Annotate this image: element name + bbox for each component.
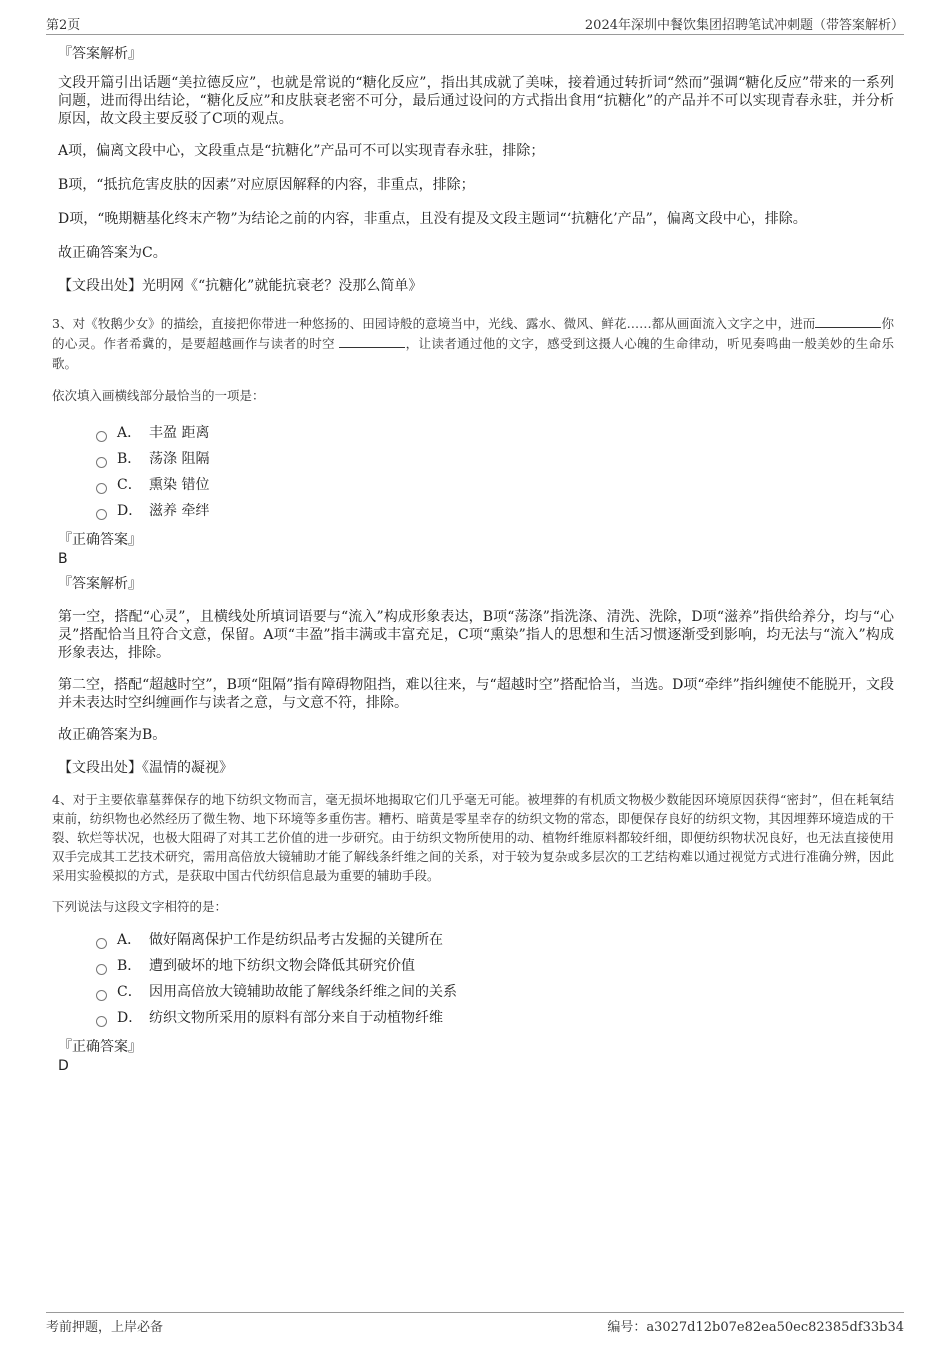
question-4-options (96, 927, 894, 1031)
option-letter: D． (117, 1010, 143, 1026)
analysis-paragraph: D项，“晚期糖基化终末产物”为结论之前的内容，非重点，且没有提及文段主题词“‘抗糖化’产品”，偏离文段中心，排除。 (58, 211, 807, 227)
correct-answer-label: 『正确答案』 (58, 532, 142, 548)
fill-blank-2 (339, 335, 405, 348)
document-code: 编号：a3027d12b07e82ea50ec82385df33b34 (607, 1320, 904, 1335)
radio-button-icon[interactable] (96, 964, 107, 975)
radio-button-icon[interactable] (96, 483, 107, 494)
question-4-text: 4、对于主要依靠墓葬保存的地下纺织文物而言，毫无损坏地揭取它们几乎毫无可能。被埋葬的有机质文物极少数能因环境原因获得“密封”，但在耗氧结束前，纺织物也必然经历了微生物、地下环境等多重伤害。糟朽、暗黄是零星幸存的纺织文物的常态，即便保存良好的纺织文物，其因埋葬环境造成的干裂、软烂等状况，也极大阻碍了对其工艺价值的进一步研究。由于纺织文物所使用的动、植物纤维原料都较纤细，即便纺织物状况良好，也无法直接使用双手完成其工艺技术研究，需用高倍放大镜辅助才能了解线条纤维之间的关系，对于较为复杂或多层次的工艺结构难以通过视觉方式进行准确分辨，因此采用实验模拟的方式，是获取中国古代纺织信息最为重要的辅助手段。 (52, 792, 894, 883)
radio-button-icon[interactable] (96, 457, 107, 468)
option-letter: A． (117, 932, 142, 948)
analysis-conclusion: 故正确答案为C。 (58, 245, 167, 261)
option-text: 做好隔离保护工作是纺织品考古发掘的关键所在 (149, 932, 443, 948)
analysis-paragraph: B项，“抵抗危害皮肤的因素”对应原因解释的内容，非重点，排除； (58, 177, 475, 193)
option-letter: C． (117, 477, 142, 493)
analysis-paragraph: 文段开篇引出话题“美拉德反应”，也就是常说的“糖化反应”，指出其成就了美味，接着通过转折词“然而”强调“糖化反应”带来的一系列问题，进而得出结论，“糖化反应”和皮肤衰老密不可分，最后通过设问的方式指出食用“抗糖化”的产品并不可以实现青春永驻，并分析原因，故文段主要反驳了C项的观点。 (58, 75, 894, 127)
option-a[interactable] (96, 420, 894, 446)
page-footer (46, 1312, 904, 1337)
option-c[interactable] (96, 472, 894, 498)
option-letter: B． (117, 958, 142, 974)
fill-blank-1 (815, 315, 881, 328)
question-text-segment: ，让读者通过他的文字，感受到这摄人心魄的生命律动，听见奏鸣曲一般美妙的生命乐歌。 (52, 336, 894, 371)
page-header (46, 14, 904, 35)
option-text: 因用高倍放大镜辅助故能了解线条纤维之间的关系 (149, 984, 457, 1000)
option-text: 荡涤 阻隔 (149, 451, 210, 467)
option-letter: C． (117, 984, 142, 1000)
analysis-label: 『答案解析』 (58, 46, 142, 62)
question-3-text (52, 314, 894, 374)
option-letter: D． (117, 503, 143, 519)
question-3-options (96, 420, 894, 524)
radio-button-icon[interactable] (96, 431, 107, 442)
option-text: 丰盈 距离 (149, 425, 210, 441)
question-text-segment: 3、对《牧鹅少女》的描绘，直接把你带进一种悠扬的、田园诗般的意境当中，光线、露水、微风、鲜花……都从画面流入文字之中，进而 (52, 316, 816, 331)
option-c[interactable] (96, 979, 894, 1005)
analysis-label: 『答案解析』 (58, 576, 142, 592)
option-text: 滋养 牵绊 (149, 503, 210, 519)
question-text-segment: 你的心灵。作者希冀的，是要超越画作与读者的时空 (52, 316, 894, 351)
option-text: 熏染 错位 (149, 477, 210, 493)
option-a[interactable] (96, 927, 894, 953)
option-letter: B． (117, 451, 142, 467)
correct-answer: B (58, 551, 68, 567)
option-b[interactable] (96, 953, 894, 979)
radio-button-icon[interactable] (96, 990, 107, 1001)
passage-source: 【文段出处】《温情的凝视》 (58, 760, 233, 776)
document-title: 2024年深圳中餐饮集团招聘笔试冲刺题（带答案解析） (584, 18, 904, 33)
option-letter: A． (117, 425, 142, 441)
analysis-conclusion: 故正确答案为B。 (58, 727, 167, 743)
radio-button-icon[interactable] (96, 509, 107, 520)
option-b[interactable] (96, 446, 894, 472)
option-d[interactable] (96, 498, 894, 524)
analysis-paragraph: A项，偏离文段中心，文段重点是“抗糖化”产品可不可以实现青春永驻，排除； (58, 143, 545, 159)
analysis-paragraph: 第一空，搭配“心灵”，且横线处所填词语要与“流入”构成形象表达，B项“荡涤”指洗涤、清洗、洗除，D项“滋养”指供给养分，均与“心灵”搭配恰当且符合文意，保留。A项“丰盈”指丰满或丰富充足，C项“熏染”指人的思想和生活习惯逐渐受到影响，均无法与“流入”构成形象表达，排除。 (58, 609, 894, 661)
page-content (52, 44, 894, 1081)
page-number: 第2页 (46, 18, 81, 33)
option-text: 遭到破坏的地下纺织文物会降低其研究价值 (149, 958, 415, 974)
correct-answer: D (58, 1058, 69, 1074)
footer-slogan: 考前押题，上岸必备 (46, 1320, 164, 1335)
radio-button-icon[interactable] (96, 1016, 107, 1027)
correct-answer-label: 『正确答案』 (58, 1039, 142, 1055)
option-d[interactable] (96, 1005, 894, 1031)
radio-button-icon[interactable] (96, 938, 107, 949)
option-text: 纺织文物所采用的原料有部分来自于动植物纤维 (149, 1010, 443, 1026)
passage-source: 【文段出处】光明网《“抗糖化”就能抗衰老？没那么简单》 (58, 278, 423, 294)
question-3-prompt: 依次填入画横线部分最恰当的一项是： (52, 388, 265, 403)
question-4-prompt: 下列说法与这段文字相符的是： (52, 899, 228, 914)
analysis-paragraph: 第二空，搭配“超越时空”，B项“阻隔”指有障碍物阻挡，难以往来，与“超越时空”搭配恰当，当选。D项“牵绊”指纠缠使不能脱开，文段并未表达时空纠缠画作与读者之意，与文意不符，排除。 (58, 677, 894, 711)
